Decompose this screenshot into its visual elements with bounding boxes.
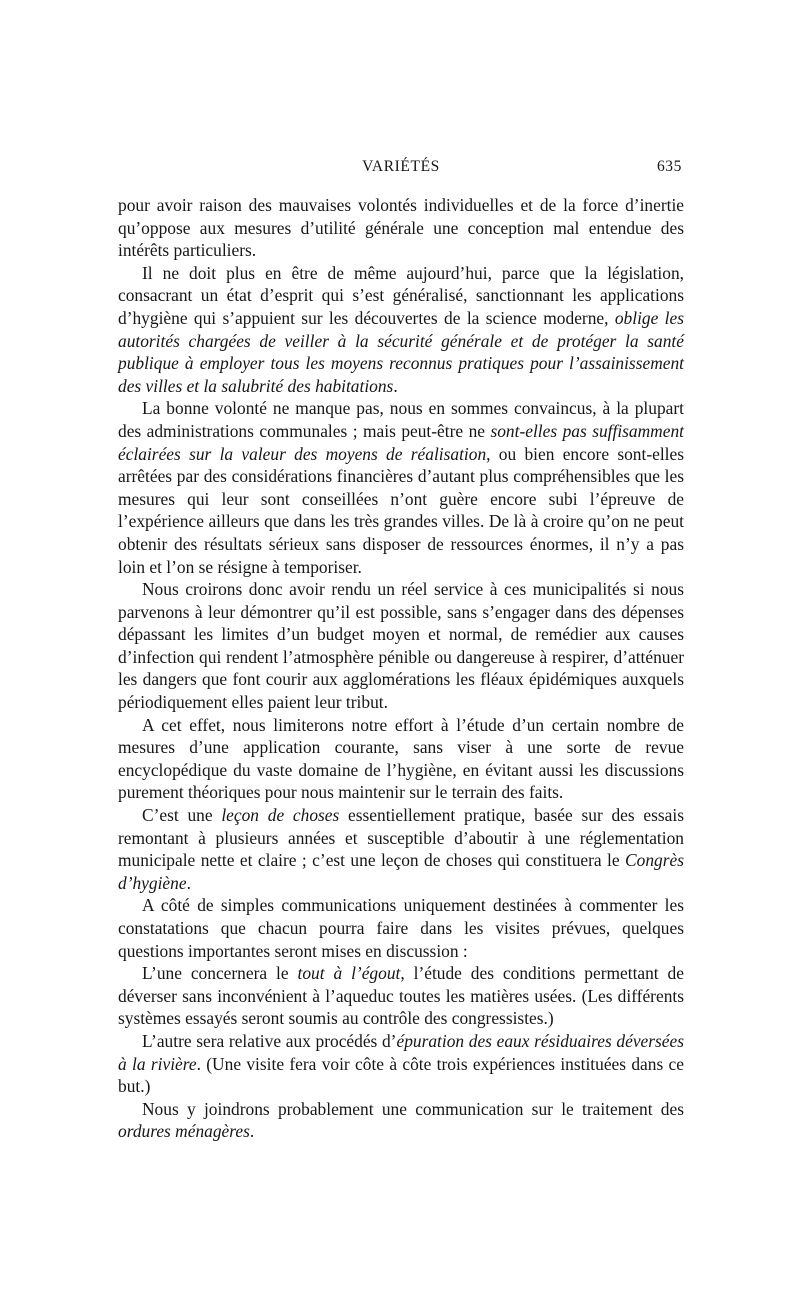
paragraph-7 bbox=[118, 894, 684, 962]
text-run: Il ne doit plus en être de même aujourd’hui, parce que la législation, consacrant un état d’esprit qui s’est généralisé, sanctionnant les applications d’hygiène qui s’appuient sur les découvertes de la science moderne, bbox=[118, 262, 684, 328]
text-run: Nous croirons donc avoir rendu un réel service à ces municipalités si nous parvenons à leur démontrer qu’il est possible, sans s’engager dans des dépenses dépassant les limites d’un budget moyen et normal, de remédier aux causes d’infection qui rendent l’atmosphère pénible ou dangereuse à respirer, d’atténuer les dangers que font courir aux agglomérations les fléaux épidémiques auxquels périodiquement elles paient leur tribut. bbox=[118, 579, 684, 713]
text-run: pour avoir raison des mauvaises volontés individuelles et de la force d’inertie qu’oppose aux mesures d’utilité générale une conception mal entendue des intérêts particuliers. bbox=[118, 195, 684, 261]
paragraph-4 bbox=[118, 578, 684, 714]
text-run: essentiellement pratique, basée sur des essais remontant à plusieurs années et susceptible d’aboutir à une réglementation municipale nette et claire ; c’est une leçon de choses qui constituera le bbox=[118, 805, 684, 871]
running-title: VARIÉTÉS bbox=[362, 158, 440, 175]
text-run: La bonne volonté ne manque pas, nous en sommes convaincus, à la plupart des administrations communales ; mais peut-être ne bbox=[118, 398, 684, 441]
italic-run: leçon de choses bbox=[221, 805, 340, 826]
paragraph-5 bbox=[118, 714, 684, 804]
text-run: L’autre sera relative aux procédés d’ bbox=[142, 1030, 397, 1051]
body-text bbox=[118, 194, 684, 1143]
paragraph-8 bbox=[118, 962, 684, 1030]
text-run: , l’étude des conditions permettant de déverser sans inconvénient à l’aqueduc toutes les matières usées. (Les différents systèmes essayés seront soumis au contrôle des congressistes.) bbox=[118, 963, 684, 1029]
paragraph-10 bbox=[118, 1098, 684, 1143]
italic-run: épuration des eaux résiduaires déversées à la rivière bbox=[118, 1030, 684, 1074]
page-number: 635 bbox=[656, 158, 682, 175]
text-run: . (Une visite fera voir côte à côte trois expériences instituées dans ce but.) bbox=[118, 1053, 684, 1097]
paragraph-6 bbox=[118, 804, 684, 894]
italic-run: ordures ménagères bbox=[118, 1121, 250, 1142]
text-run: . bbox=[186, 872, 191, 893]
paragraph-1 bbox=[118, 194, 684, 262]
text-run: A cet effet, nous limiterons notre effort à l’étude d’un certain nombre de mesures d’une application courante, sans viser à une sorte de revue encyclopédique du vaste domaine de l’hygiène, en évitant aussi les discussions purement théoriques pour nous maintenir sur le terrain des faits. bbox=[118, 714, 684, 803]
text-run: C’est une bbox=[142, 805, 222, 826]
italic-run: oblige les autorités chargées de veiller à la sécurité générale et de protéger la santé publique à employer tous les moyens reconnus pratiques pour l’assainissement des villes et la salubrité des habitations bbox=[118, 307, 684, 396]
italic-run: Congrès d’hygiène bbox=[118, 850, 684, 893]
text-run: A côté de simples communications uniquement destinées à commenter les constatations que chacun pourra faire dans les visites prévues, quelques questions importantes seront mises en discussion : bbox=[118, 895, 684, 961]
text-run: . bbox=[249, 1121, 255, 1142]
running-header bbox=[118, 158, 684, 182]
italic-run: tout à l’égout bbox=[297, 963, 401, 984]
text-run: Nous y joindrons probablement une communication sur le traitement des bbox=[142, 1098, 684, 1119]
paragraph-3 bbox=[118, 397, 684, 578]
paragraph-2 bbox=[118, 262, 684, 398]
text-run: L’une concernera le bbox=[142, 963, 298, 984]
text-run: , ou bien encore sont-elles arrêtées par des considérations financières d’autant plus compréhensibles que les mesures qui leur sont conseillées n’ont guère encore subi l’épreuve de l’expérience ailleurs que dans les très grandes villes. De là à croire qu’on ne peut obtenir des résultats sérieux sans disposer de ressources énormes, il n’y a pas loin et l’on se résigne à temporiser. bbox=[118, 443, 684, 577]
paragraph-9 bbox=[118, 1030, 684, 1098]
italic-run: sont-elles pas suffisamment éclairées sur la valeur des moyens de réalisation bbox=[118, 420, 684, 464]
text-run: . bbox=[393, 375, 398, 396]
